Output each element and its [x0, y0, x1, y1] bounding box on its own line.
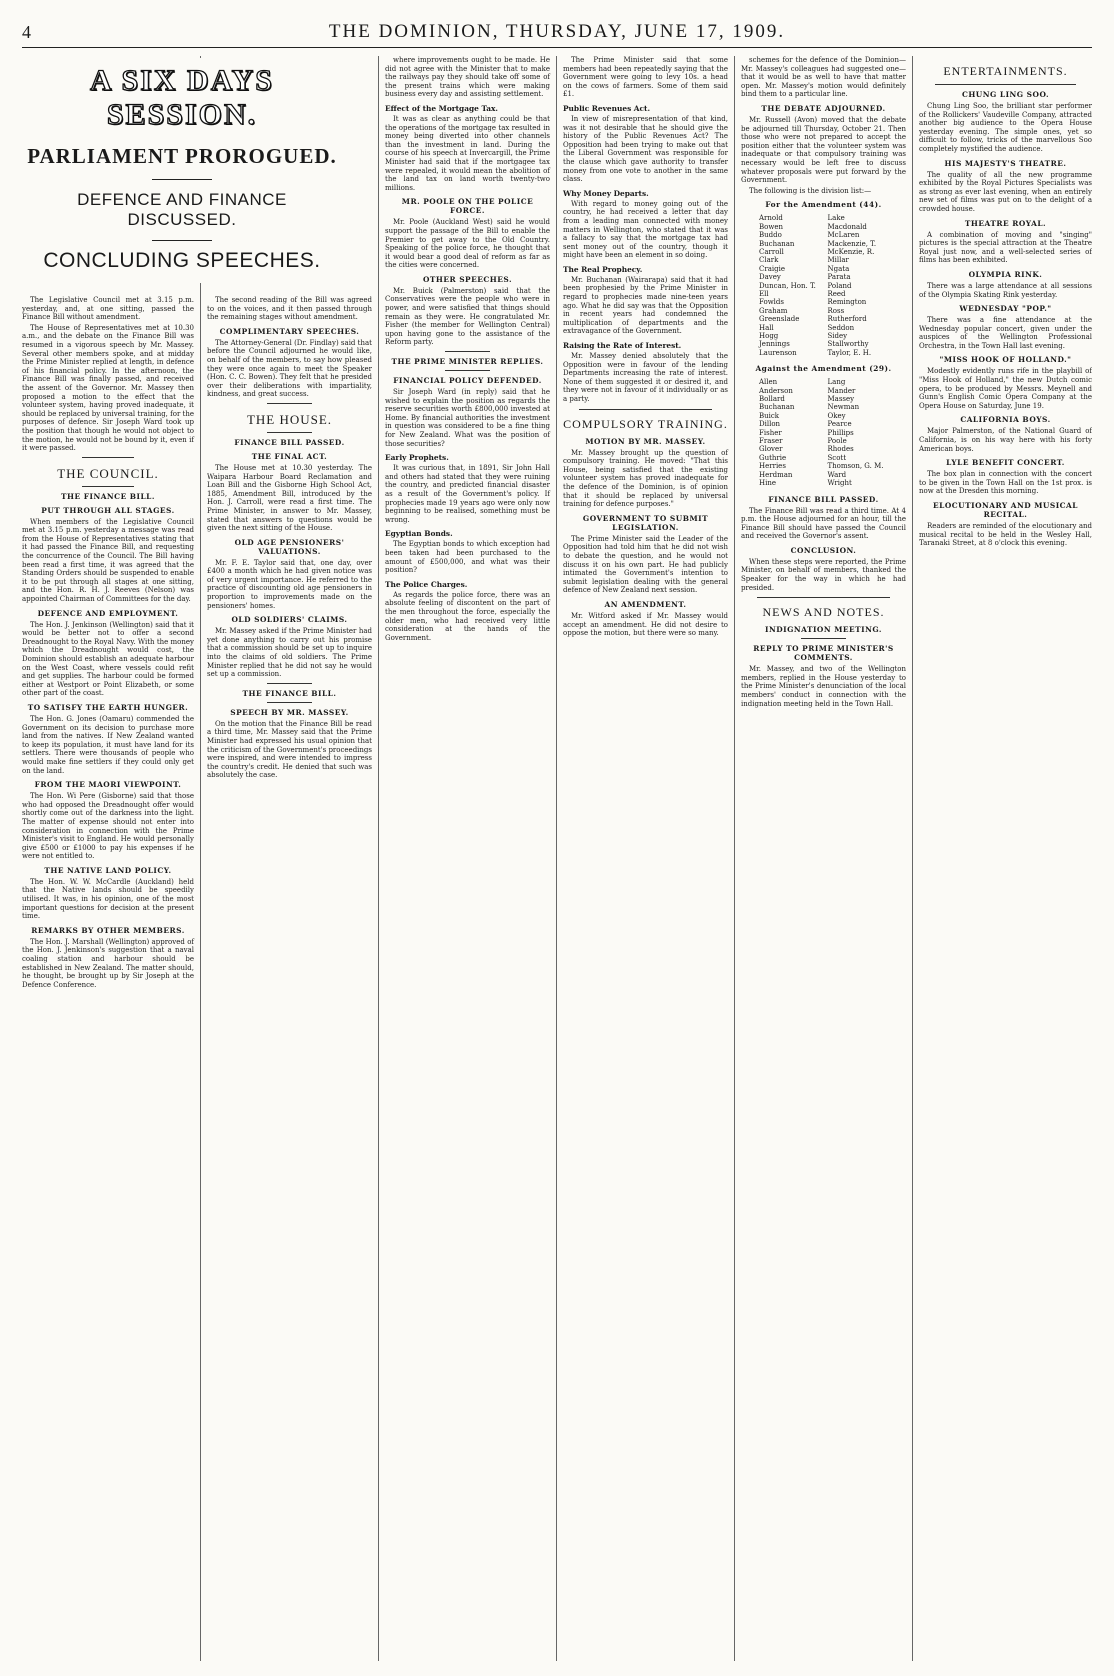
paragraph-compl: The Attorney-General (Dr. Findlay) said that before the Council adjourned he would like, on behalf of the members, to say how pleased they were once again to meet the Speaker (Hon. C. C. Bowen). They felt that he presided over their deliberations with impartiality, kindness, and great success. [207, 338, 372, 399]
division-name: Graham [759, 306, 788, 315]
division-name: Buick [759, 411, 780, 420]
division-name: Wright [827, 479, 852, 488]
division-name: Ross [827, 306, 845, 315]
division-name: Bollard [759, 395, 785, 404]
paragraph-claims: Mr. Massey asked if the Prime Minister had yet done anything to carry out his promise that a commission should be set up to inquire into the claims of old soldiers. The Prime Minister replied that he did not say he would set up a commission. [207, 627, 372, 679]
paragraph-egypt: The Egyptian bonds to which exception had been taken had been purchased to the amount of £500,000, and what was their position? [385, 540, 550, 575]
division-name: Duncan, Hon. T. [759, 281, 816, 290]
paragraph-why: With regard to money going out of the country, he had received a letter that day from a leading man connected with money matters in Wellington, who stated that it was a fallacy to say that the mortgage tax had sent money out of the country, though it might have been an element in so doing. [563, 199, 728, 260]
subhead-boys: CALIFORNIA BOYS. [960, 415, 1051, 425]
division-name: Ell [759, 289, 769, 298]
paragraph-revenue: In view of misrepresentation of that kind, was it not desirable that he should give the history of the Public Revenues Act? The Opposition had been trying to make out that the Liberal Government was responsible for the clause which gave authority to transfer money from one vote to another in the same class. [563, 114, 728, 184]
column-4 [556, 56, 734, 1661]
paragraph-olympia: There was a large attendance at all sessions of the Olympia Skating Rink yesterday. [919, 281, 1092, 299]
subhead-remarks: REMARKS BY OTHER MEMBERS. [31, 925, 185, 935]
subtitle-news: INDIGNATION MEETING. [765, 625, 882, 635]
division-name: Craigie [759, 264, 785, 273]
subhead-adjourn: THE DEBATE ADJOURNED. [761, 103, 886, 113]
division-name: Sidey [827, 332, 848, 340]
subhead-egypt: Egyptian Bonds. [385, 529, 453, 539]
division-name: Newman [827, 403, 860, 412]
article-intro: The Legislative Council met at 3.15 p.m. yesterday, and, at one sitting, passed the Finance Bill without amendment. [22, 296, 194, 322]
division-name: Parata [827, 273, 851, 282]
headline-defence: DEFENCE AND FINANCE DISCUSSED. [77, 190, 287, 229]
subhead-holland: "MISS HOOK OF HOLLAND." [939, 355, 1072, 365]
subtitle-reply: FINANCIAL POLICY DEFENDED. [393, 376, 542, 386]
subhead-why: Why Money Departs. [563, 188, 649, 198]
paragraph-reply: Sir Joseph Ward (in reply) said that he wished to explain the position as regards the reserve securities worth £800,000 invested at Home. By financial authorities the investment in question was considered to be a fine thing for New Zealand. What was the position of those securities? [385, 388, 550, 448]
division-name: Okey [827, 411, 846, 420]
subhead-stages: PUT THROUGH ALL STAGES. [41, 505, 175, 515]
division-name: Lake [827, 214, 845, 223]
division-name: Hall [759, 323, 774, 332]
division-name: Seddon [827, 323, 855, 332]
paragraph-boys: Major Palmerston, of the National Guard of California, is on his way here with his forty American boys. [919, 427, 1092, 453]
paragraph-maori: The Hon. Wi Pere (Gisborne) said that those who had opposed the Dreadnought offer would shortly come out of the darkness into the light. The matter of expense should not enter into consideration in connection with the Prime Minister's visit to England. He would personally give £500 or £1000 to pay his expenses if he were not entitled to. [22, 792, 194, 861]
division-name: Glover [759, 445, 783, 454]
division-intro: The following is the division list:— [749, 186, 872, 195]
division-name: Macdonald [827, 222, 867, 231]
section-title-council: THE COUNCIL. [57, 465, 159, 481]
division-name: Allen [759, 378, 778, 387]
subhead-final: THE FINAL ACT. [251, 451, 328, 461]
division-name: Greenslade [759, 315, 800, 324]
section-title-reply: THE PRIME MINISTER REPLIES. [391, 357, 544, 367]
subhead-submit: GOVERNMENT TO SUBMIT LEGISLATION. [582, 513, 709, 532]
division-name: Clark [759, 256, 779, 265]
division-name: Hogg [759, 332, 779, 340]
section-title-entertainments: ENTERTAINMENTS. [943, 64, 1068, 78]
subhead-amend: AN AMENDMENT. [604, 599, 687, 609]
paragraph-conclusion: When these steps were reported, the Prime Minister, on behalf of members, thanked the Speaker for the way in which he had presided. [741, 557, 906, 592]
division-name: Buddo [759, 231, 782, 240]
division-list-against [741, 376, 906, 489]
paragraph-other: Mr. Buick (Palmerston) said that the Conservatives were the people who were in power, and were satisfied that things should remain as they were. He congratulated Mr. Fisher (the member for Wellington Central) upon having gone to the assistance of the Reform party. [385, 286, 550, 347]
division-name: Buchanan [759, 403, 795, 412]
division-name: Ngata [827, 264, 850, 273]
division-name: Stallworthy [827, 340, 869, 349]
newspaper-columns [22, 56, 1092, 1661]
subhead-native: THE NATIVE LAND POLICY. [44, 865, 172, 875]
subhead-mortgage: Effect of the Mortgage Tax. [385, 103, 499, 113]
subhead-against: Against the Amendment (29). [755, 364, 892, 374]
paragraph-police: Mr. Poole (Auckland West) said he would support the passage of the Bill to enable the Premier to get away to the Old Country. Speaking of the police force, he thought that it would bear a good deal of reform as far as the cities were concerned. [385, 218, 550, 270]
subhead-old-age: OLD AGE PENSIONERS' VALUATIONS. [234, 537, 345, 556]
column-1 [22, 56, 200, 1661]
division-name: Pearce [827, 420, 852, 429]
division-name: Reed [827, 289, 846, 298]
division-name: Phillips [827, 428, 854, 437]
subhead-police-charges: The Police Charges. [385, 579, 468, 589]
masthead [22, 18, 1092, 48]
division-name: Millar [827, 256, 849, 265]
paragraph-earth: The Hon. G. Jones (Oamaru) commended the Government on its decision to purchase more land from the natives. If New Zealand wanted to keep its population, it must have land for its settlers. There were thousands of people who would make fine settlers if they could only get on the land. [22, 714, 194, 775]
paragraph-passed: The Finance Bill was read a third time. At 4 p.m. the House adjourned for an hour, till the Finance Bill should have passed the Council and received the Governor's assent. [741, 506, 906, 541]
section-title-house: THE HOUSE. [246, 411, 333, 427]
division-name: Davey [759, 273, 781, 282]
subtitle-finance-bill: THE FINANCE BILL. [61, 491, 155, 501]
subhead-olympia: OLYMPIA RINK. [968, 269, 1043, 279]
division-name: McLaren [827, 231, 860, 240]
main-headline: A SIX DAYS SESSION. [90, 64, 274, 131]
subhead-passed: FINANCE BILL PASSED. [768, 494, 879, 504]
article-intro-2: The House of Representatives met at 10.30 a.m., and the debate on the Finance Bill was resumed in a vigorous speech by Mr. Massey. Several other members spoke, and at midday the Prime Minister replied at length, in defence of his financial policy. In the afternoon, the Finance Bill was finally passed, and received the assent of the Governor. Mr. Massey then proposed a motion to the effect that the volunteer system, having proved inadequate, it should be replaced by universal training, for the purposes of defence. Sir Joseph Ward took up the position that though he would not object to the motion, he would not be bound by it, even if it were passed. [22, 323, 194, 453]
division-list-for [741, 212, 906, 359]
subhead-conclusion: CONCLUSION. [790, 545, 857, 555]
paragraph-old-age: Mr. F. E. Taylor said that, one day, over £400 a month which he had given notice was of very urgent importance. He referred to the practice of discounting old age pensioners in proportion to improvements made on the pensioners' homes. [207, 558, 372, 610]
division-name: Guthrie [759, 453, 787, 462]
division-name: Rutherford [827, 315, 867, 324]
division-name: Carroll [759, 247, 784, 256]
division-name: Laurenson [759, 348, 797, 357]
paragraph-prophets: It was curious that, in 1891, Sir John Hall and others had stated that they were ruining the country, and predicted financial disaster as a result of the Government's policy. If prophecies made 19 years ago were only now beginning to be realised, something must be wrong. [385, 464, 550, 524]
paragraph-raising: Mr. Massey denied absolutely that the Opposition were in favour of the lending Departments increasing the rate of interest. None of them suggested it or desired it, and they were not in favour of it individually or as a party. [563, 352, 728, 403]
paragraph-intro: schemes for the defence of the Dominion—Mr. Massey's colleagues had suggested one—that it would be as well to have that matter open. Mr. Massey's motion would definitely bind them to a particular line. [741, 56, 906, 99]
subhead-chung: CHUNG LING SOO. [961, 90, 1050, 99]
subhead-claims: OLD SOLDIERS' CLAIMS. [231, 615, 348, 625]
paragraph-intro: where improvements ought to be made. He did not agree with the Minister that to make the railways pay they should take off some of the present trains which were making business every day and assisting settlement. [385, 56, 550, 99]
paragraph-submit: The Prime Minister said the Leader of the Opposition had told him that he did not wish to debate the question, and he would not discuss it on his own part. He had publicly intimated the Government's intention to submit legislation dealing with the general defence of New Zealand next session. [563, 534, 728, 595]
subtitle-compulsory: MOTION BY MR. MASSEY. [585, 436, 706, 446]
subtitle-news-2: REPLY TO PRIME MINISTER'S COMMENTS. [753, 644, 894, 663]
division-name: Poland [827, 281, 852, 290]
division-name: Taylor, E. H. [827, 348, 872, 357]
division-name: Massey [827, 395, 855, 404]
subhead-royal: THEATRE ROYAL. [964, 218, 1047, 228]
headline-speeches: CONCLUDING SPEECHES. [43, 249, 321, 272]
subhead-other: OTHER SPEECHES. [422, 274, 513, 284]
division-name: Jennings [759, 340, 790, 349]
division-name: Hine [759, 479, 776, 488]
paragraph-prophecy: Mr. Buchanan (Wairarapa) said that it had been prophesied by the Prime Minister in regard to prophecies made nine-teen years ago. What he did say was that the Opposition in recent years had condemned the multiplication of departments and the extravagance of the Government. [563, 275, 728, 336]
subhead-revenue: Public Revenues Act. [563, 103, 651, 113]
division-name: Herdman [759, 470, 793, 479]
paragraph-native: The Hon. W. W. McCardle (Auckland) held that the Native lands should be speedily utilised. It was, in his opinion, one of the most important questions for decision at the present time. [22, 877, 194, 921]
paragraph-final: The House met at 10.30 yesterday. The Waipara Harbour Board Reclamation and Loan Bill and the Gisborne High School Act, 1885, Amendment Bill, introduced by the Hon. J. Carroll, were read a first time. The Prime Minister, in answer to Mr. Massey, stated that answers to questions would be given the next sitting of the House. [207, 463, 372, 533]
division-name: Arnold [759, 214, 783, 223]
division-name: Scott [827, 453, 847, 462]
paragraph-police-charges: As regards the police force, there was an absolute feeling of discontent on the part of the men throughout the force, especially the older men, who had received very little consideration at the hands of the Government. [385, 590, 550, 642]
column-5 [734, 56, 912, 1661]
division-name: Herries [759, 462, 786, 471]
main-headline-block [22, 58, 342, 283]
column-6 [912, 56, 1092, 1661]
newspaper-title: THE DOMINION, THURSDAY, JUNE 17, 1909. [328, 21, 786, 42]
paragraph-majesty: The quality of all the new programme exhibited by the Royal Pictures Specialists was as strong as ever last evening, when an entirely new set of films was put on to the delight of a crowded house. [919, 170, 1092, 213]
paragraph-pop: There was a fine attendance at the Wednesday popular concert, given under the auspices of the Wellington Professional Orchestra, in the Town Hall last evening. [919, 316, 1092, 350]
subhead-police: MR. POOLE ON THE POLICE FORCE. [401, 197, 534, 216]
subhead-benefit: LYLE BENEFIT CONCERT. [946, 458, 1065, 468]
paragraph-amend: Mr. Witford asked if Mr. Massey would accept an amendment. He did not desire to oppose the motion, but there were so many. [563, 611, 728, 638]
paragraph-remarks: The Hon. J. Marshall (Wellington) approved of the Hon. J. Jenkinson's suggestion that a naval coaling station and harbour should be established in New Zealand. The matter should, he thought, be brought up by Sir Joseph at the Defence Conference. [22, 937, 194, 989]
division-name: Poole [827, 437, 847, 446]
subtitle-house: FINANCE BILL PASSED. [234, 437, 345, 447]
paragraph-benefit: The box plan in connection with the concert to be given in the Town Hall on the 1st prox. is now at the Dresden this morning. [919, 470, 1092, 496]
division-name: Mander [827, 386, 856, 395]
paragraph-adjourn: Mr. Russell (Avon) moved that the debate be adjourned till Thursday, October 21. Then those who were not prepared to accept the position either that the volunteer system was inadequate or that compulsory training was necessary would be left free to discuss whatever proposals were put forward by the Government. [741, 115, 906, 185]
page-number: 4 [22, 22, 31, 42]
subhead-prophets: Early Prophets. [385, 453, 449, 463]
section-title-news: NEWS AND NOTES. [762, 605, 885, 620]
subhead-raising: Raising the Rate of Interest. [563, 341, 682, 351]
paragraph-news: Mr. Massey, and two of the Wellington members, replied in the House yesterday to the Prime Minister's denunciation of the local members' conduct in connection with the indignation meeting held in the Town Hall. [741, 665, 906, 708]
paragraph-elocution: Readers are reminded of the elocutionary and musical recital to be held in the Wesley Hall, Taranaki Street, at 8 o'clock this evening. [919, 522, 1092, 548]
division-name: Anderson [759, 386, 793, 395]
headline-parliament: PARLIAMENT PROROGUED. [27, 144, 337, 168]
column-3 [378, 56, 556, 1661]
column-2 [200, 56, 378, 1661]
subhead-pop: WEDNESDAY "POP." [959, 304, 1052, 314]
division-name: Bowen [759, 222, 784, 231]
division-name: Remington [827, 298, 867, 307]
division-name: Buchanan [759, 239, 795, 248]
division-name: McKenzie, R. [827, 247, 875, 256]
division-name: Fowlds [759, 298, 784, 307]
paragraph-compulsory: Mr. Massey brought up the question of compulsory training. He moved: "That this House, being satisfied that the existing volunteer system has proved inadequate for the defence of the Dominion, is of opinion that it should be replaced by universal training for defence purposes." [563, 448, 728, 509]
division-name: Fisher [759, 428, 782, 437]
paragraph-speech: On the motion that the Finance Bill be read a third time, Mr. Massey said that the Prime Minister had expressed his usual opinion that the criticism of the Government's proceedings were inspired, and were intended to impress the country's credit. He denied that such was absolutely the case. [207, 719, 372, 780]
division-name: Ward [827, 470, 847, 479]
subhead-for: For the Amendment (44). [765, 200, 882, 210]
paragraph-defence: The Hon. J. Jenkinson (Wellington) said that it would be better not to offer a second Dreadnought to the Royal Navy. With the money which the Dreadnought would cost, the Dominion should establish an adequate harbour on the West Coast, where vessels could refit and get supplies. The harbour could be formed either at Westport or Point Elizabeth, or some other part of the coast. [22, 620, 194, 698]
division-name: Thomson, G. M. [827, 462, 884, 471]
paragraph-chung: Chung Ling Soo, the brilliant star performer of the Rollickers' Vaudeville Company, attracted another big audience to the Opera House yesterday evening. The simple ones, yet so difficult to follow, tricks of the marvellous Soo completely mystified the audience. [919, 102, 1092, 153]
paragraph-royal: A combination of moving and "singing" pictures is the special attraction at the Theatre Royal just now, and a well-selected series of films has been exhibited. [919, 230, 1092, 265]
subhead-defence: DEFENCE AND EMPLOYMENT. [37, 608, 179, 618]
subhead-earth: TO SATISFY THE EARTH HUNGER. [27, 702, 189, 712]
subhead-speech: SPEECH BY MR. MASSEY. [230, 707, 349, 717]
division-name: Mackenzie, T. [827, 239, 877, 248]
subhead-compl: COMPLIMENTARY SPEECHES. [219, 326, 360, 336]
subhead-elocution: ELOCUTIONARY AND MUSICAL RECITAL. [933, 501, 1078, 519]
paragraph-intro: The Prime Minister said that some members had been repeatedly saying that the Government were going to levy 10s. a head on the cows of farmers. Some of them said £1. [563, 56, 728, 99]
section-title-compulsory: COMPULSORY TRAINING. [563, 416, 728, 431]
paragraph-stages: When members of the Legislative Council met at 3.15 p.m. yesterday a message was read from the House of Representatives stating that it had passed the Finance Bill, and requesting the concurrence of the Council. The Bill having been read a first time, it was agreed that the Standing Orders should be suspended to enable it to be put through all stages at one sitting, and the Hon. R. H. J. Reeves (Nelson) was appointed Chairman of Committees for the day. [22, 517, 194, 604]
subhead-prophecy: The Real Prophecy. [563, 264, 643, 274]
paragraph-mortgage: It was as clear as anything could be that the operations of the mortgage tax resulted in money being diverted into other channels than the investment in land. During the course of his speech at Invercargill, the Prime Minister had said that if the mortgagee tax were repealed, it would mean the abolition of the land tax on land worth twenty-two millions. [385, 114, 550, 192]
subhead-finance-bill: THE FINANCE BILL. [242, 688, 337, 698]
division-name: Lang [827, 378, 846, 387]
division-name: Dillon [759, 420, 781, 429]
division-name: Rhodes [827, 445, 854, 454]
subhead-maori: FROM THE MAORI VIEWPOINT. [34, 780, 182, 790]
subhead-majesty: HIS MAJESTY'S THEATRE. [944, 158, 1067, 168]
division-name: Fraser [759, 437, 783, 446]
paragraph-intro: The second reading of the Bill was agreed to on the voices, and it then passed through the remaining stages without amendment. [207, 296, 372, 322]
paragraph-holland: Modestly evidently runs rife in the playbill of "Miss Hook of Holland," the new Dutch comic opera, to be produced by Messrs. Meynell and Gunn's English Comic Opera Company at the Opera House on Saturday, June 19. [919, 367, 1092, 410]
